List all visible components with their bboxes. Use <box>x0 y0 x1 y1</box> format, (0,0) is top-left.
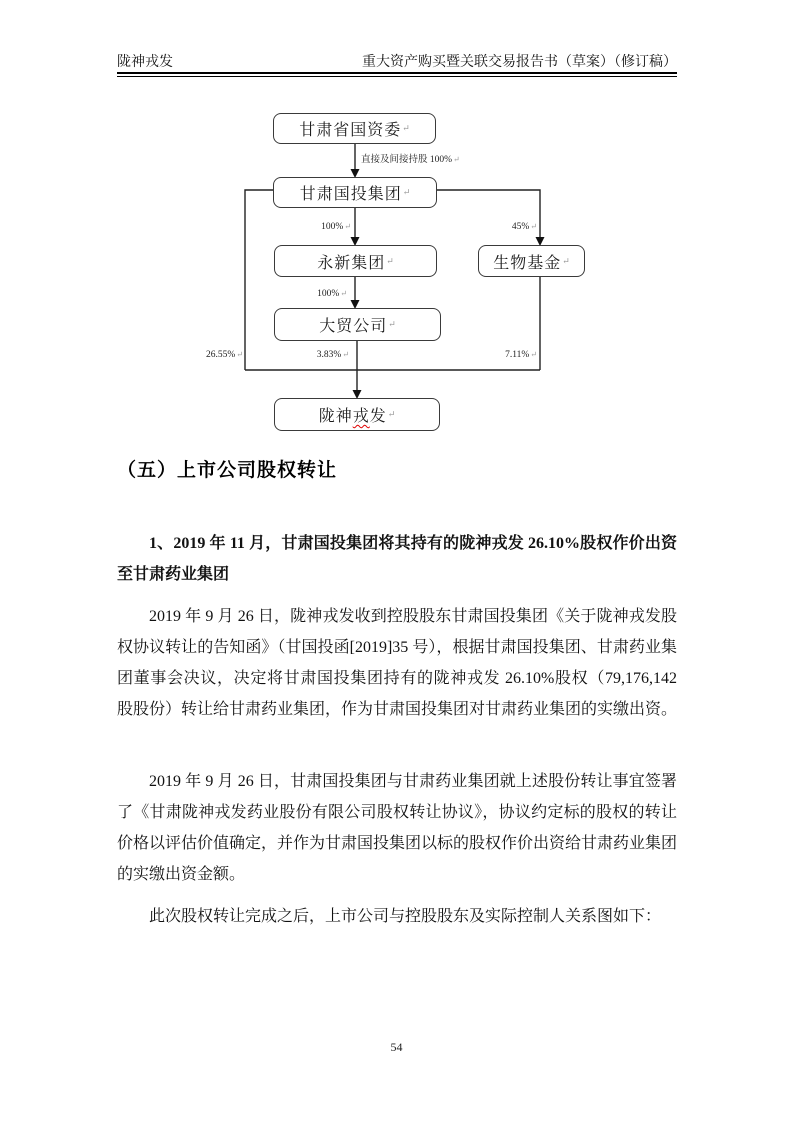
return-mark-icon: ↵ <box>402 187 411 197</box>
org-box-gansu-guotou-group <box>273 177 437 208</box>
return-mark-icon: ↵ <box>344 222 351 231</box>
edge-label-7-11pct: 7.11%↵ <box>505 350 537 360</box>
page-number: 54 <box>390 1040 403 1054</box>
paragraph-subheading-share-transfer: 1、2019 年 11 月，甘肃国投集团将其持有的陇神戎发 26.10%股权作价出资至甘肃药业集团 <box>117 535 677 583</box>
org-box-label: 甘肃省国资委 <box>299 122 402 139</box>
org-box-label: 生物基金 <box>493 254 562 272</box>
edge-label-100pct-damao: 100%↵ <box>317 289 347 299</box>
org-box-label: 陇神 <box>318 408 353 425</box>
paragraph-relationship-chart-intro: 此次股权转让完成之后，上市公司与控股股东及实际控制人关系图如下： <box>149 908 662 925</box>
spellcheck-squiggle: 戎 <box>352 408 370 425</box>
return-mark-icon: ↵ <box>402 123 410 133</box>
return-mark-icon: ↵ <box>388 319 396 329</box>
paragraph-transfer-agreement: 2019 年 9 月 26 日，甘肃国投集团与甘肃药业集团就上述股份转让事宜签署了《甘肃陇神戎发药业股份有限公司股权转让协议》，协议约定标的股权的转让价格以评估价值确定，并作为甘肃国投集团以标的股权作价出资给甘肃药业集团的实缴出资金额。 <box>117 773 678 883</box>
edge-label-26-55pct: 26.55%↵ <box>206 350 243 360</box>
org-box-label: 甘肃国投集团 <box>299 186 402 203</box>
return-mark-icon: ↵ <box>340 289 347 298</box>
edge-label-3-83pct: 3.83%↵ <box>316 350 349 360</box>
org-box-bio-fund <box>478 245 585 277</box>
edge-label-100pct-yongxin: 100%↵ <box>321 222 351 232</box>
return-mark-icon: ↵ <box>236 350 243 359</box>
return-mark-icon: ↵ <box>562 255 570 266</box>
header-company-name: 陇神戎发 <box>117 55 173 70</box>
org-box-damao-company <box>274 308 441 341</box>
org-box-yongxin-group <box>274 245 437 277</box>
return-mark-icon: ↵ <box>530 350 537 359</box>
org-box-provincial-sasac <box>273 113 436 144</box>
return-mark-icon: ↵ <box>387 409 396 419</box>
edge-label-direct-indirect-100pct: 直接及间接持股 100%↵ <box>361 155 460 165</box>
edge-label-45pct-biofund: 45%↵ <box>511 222 537 232</box>
org-box-label: 永新集团 <box>317 254 386 272</box>
return-mark-icon: ↵ <box>530 222 537 231</box>
org-box-label: 大贸公司 <box>319 318 388 335</box>
return-mark-icon: ↵ <box>386 255 394 266</box>
org-box-label: 发 <box>369 408 387 425</box>
return-mark-icon: ↵ <box>453 155 460 164</box>
header-rule-thin <box>117 76 677 77</box>
section-heading: （五）上市公司股权转让 <box>117 460 338 481</box>
org-box-longshen-rongfa <box>274 398 440 431</box>
return-mark-icon: ↵ <box>342 350 349 359</box>
header-document-title: 重大资产购买暨关联交易报告书（草案）（修订稿） <box>362 55 677 70</box>
header-rule-thick <box>117 72 677 74</box>
paragraph-notice-letter: 2019 年 9 月 26 日，陇神戎发收到控股股东甘肃国投集团《关于陇神戎发股权协议转让的告知函》（甘国投函[2019]35 号），根据甘肃国投集团、甘肃药业集团董事会决议，决定将甘肃国投集团持有的陇神戎发 26.10%股权（79,176,142 股股份）转让给甘肃药业集团，作为甘肃国投集团对甘肃药业集团的实缴出资。 <box>117 608 678 718</box>
